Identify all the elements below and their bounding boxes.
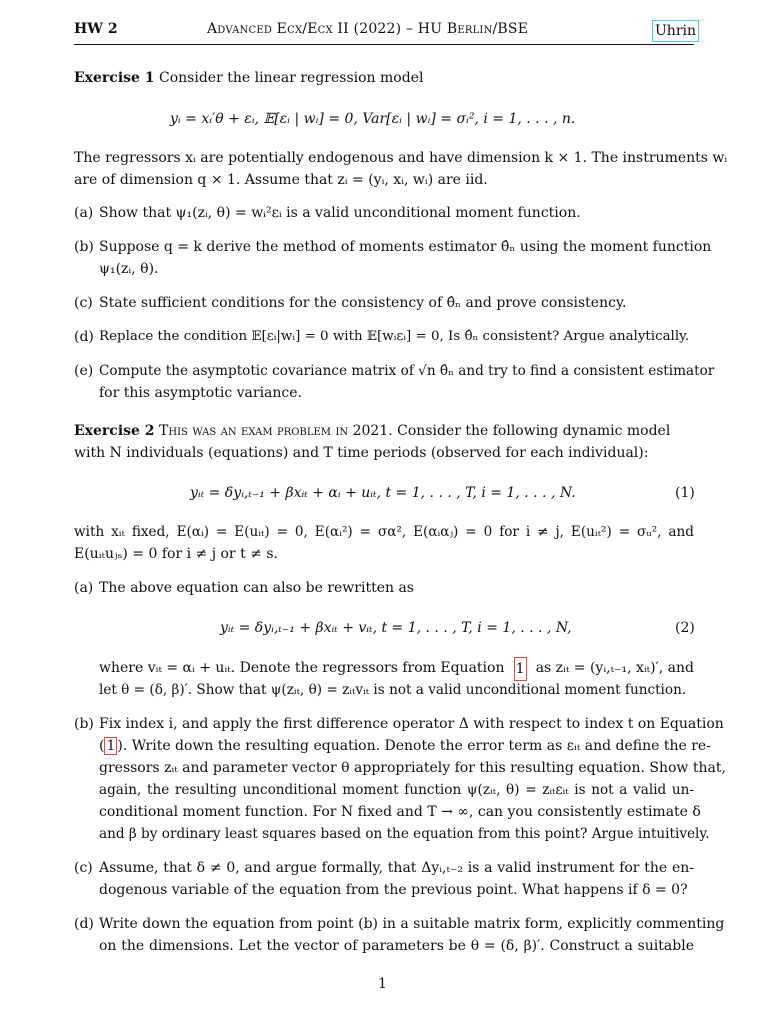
equation-2: yᵢₜ = δyᵢ,ₜ₋₁ + βxᵢₜ + vᵢₜ, t = 1, . . . , T, i = 1, . . . , N, — [220, 620, 572, 636]
ex1-item-d-text: Replace the condition 𝔼[εᵢ|wᵢ] = 0 with 𝔼[wᵢεᵢ] = 0, Is θ̂ₙ consistent? Argue analytically. — [99, 329, 690, 344]
ex1-item-b-line1: Suppose q = k derive the method of moments estimator θ̂ₙ using the moment function — [99, 239, 712, 255]
exercise-1-para-line1: The regressors xᵢ are potentially endogenous and have dimension k × 1. The instruments wᵢ — [74, 150, 728, 166]
ex2-item-d-line2: on the dimensions. Let the vector of parameters be θ = (δ, β)′. Construct a suitable — [99, 938, 694, 954]
ex2-b-line2-text: . Write down the resulting equation. Denote the error term as εᵢₜ and define the re- — [122, 738, 711, 754]
ex2-item-b-line6: and β by ordinary least squares based on the equation from this point? Argue intuitively. — [99, 826, 710, 842]
ex1-item-a-label: (a) — [74, 205, 94, 221]
exercise-1-heading — [74, 67, 423, 89]
equation-1-ref-b[interactable]: 1 — [106, 738, 116, 754]
header-title: Advanced Ecx/Ecx II (2022) – HU Berlin/BSE — [207, 21, 529, 37]
ex1-item-b-line2: ψ₁(zᵢ, θ). — [99, 261, 159, 277]
author-link[interactable]: Uhrin — [652, 20, 699, 42]
exercise-2-heading — [74, 420, 670, 442]
equation-1: yᵢₜ = δyᵢ,ₜ₋₁ + βxᵢₜ + αᵢ + uᵢₜ, t = 1, . . . , T, i = 1, . . . , N. — [190, 485, 576, 501]
ex1-item-c-label: (c) — [74, 295, 93, 311]
ex2-item-b-label: (b) — [74, 716, 94, 732]
ex2-item-a-label: (a) — [74, 580, 94, 596]
ex1-item-e-label: (e) — [74, 363, 94, 379]
exercise-2-label: Exercise 2 — [74, 423, 155, 439]
ex2-item-b-line2: ( 1 ). Write down the resulting equation. Denote the error term as εᵢₜ and define the re- — [99, 738, 711, 754]
ex1-item-e-line1: Compute the asymptotic covariance matrix of √n θ̂ₙ and try to find a consistent estimator — [99, 363, 715, 379]
exercise-1-para-line2: are of dimension q × 1. Assume that zᵢ = (yᵢ, xᵢ, wᵢ) are iid. — [74, 172, 488, 188]
ex2-item-d-line1: Write down the equation from point (b) in a suitable matrix form, explicitly commenting — [99, 916, 725, 932]
ex2-a-line1-post: as zᵢₜ = (yᵢ,ₜ₋₁, xᵢₜ)′, and — [535, 660, 694, 676]
page-number: 1 — [378, 976, 387, 992]
ex2-item-a-line2: let θ = (δ, β)′. Show that ψ(zᵢₜ, θ) = zᵢₜvᵢₜ is not a valid unconditional moment function. — [99, 682, 687, 698]
ex2-item-b-line1: Fix index i, and apply the first difference operator Δ with respect to index t on Equation — [99, 716, 724, 732]
ex1-item-e-line2: for this asymptotic variance. — [99, 385, 302, 401]
header-rule — [74, 44, 694, 45]
ex2-item-a-intro: The above equation can also be rewritten as — [99, 580, 414, 596]
exercise-1-label: Exercise 1 — [74, 70, 155, 86]
ex2-item-a-line1 — [99, 657, 694, 681]
assumptions-line2: E(uᵢₜuⱼₛ) = 0 for i ≠ j or t ≠ s. — [74, 546, 278, 562]
exam-note: This was an exam problem in 2021. — [159, 423, 393, 439]
ex1-item-a-text: Show that ψ₁(zᵢ, θ) = wᵢ²εᵢ is a valid unconditional moment function. — [99, 205, 581, 221]
exercise-1-equation: yᵢ = xᵢ′θ + εᵢ, 𝔼[εᵢ | wᵢ] = 0, Var[εᵢ | wᵢ] = σᵢ², i = 1, . . . , n. — [170, 111, 576, 127]
equation-1-ref[interactable]: 1 — [514, 657, 527, 681]
exercise-1-intro: Consider the linear regression model — [159, 70, 424, 86]
ex2-item-b-line3: gressors zᵢₜ and parameter vector θ appropriately for this resulting equation. Show that, — [99, 760, 726, 776]
exercise-2-intro: Consider the following dynamic model — [397, 423, 671, 439]
assumptions-line1: with xᵢₜ fixed, E(αᵢ) = E(uᵢₜ) = 0, E(αᵢ²) = σα², E(αᵢαⱼ) = 0 for i ≠ j, E(uᵢₜ²) = σᵤ², and — [74, 524, 694, 540]
ex2-item-c-line2: dogenous variable of the equation from the previous point. What happens if δ = 0? — [99, 882, 688, 898]
ex2-item-d-label: (d) — [74, 916, 94, 932]
ex2-item-c-label: (c) — [74, 860, 93, 876]
ex2-item-b-line5: conditional moment function. For N fixed and T → ∞, can you consistently estimate δ — [99, 804, 701, 820]
header-left: HW 2 — [74, 21, 118, 37]
equation-1-number: (1) — [675, 485, 695, 501]
ex1-item-d-label: (d) — [74, 329, 94, 345]
exercise-2-intro-line2: with N individuals (equations) and T time periods (observed for each individual): — [74, 445, 649, 461]
equation-2-number: (2) — [675, 620, 695, 636]
ex1-item-b-label: (b) — [74, 239, 94, 255]
ex1-item-c-text: State sufficient conditions for the consistency of θ̂ₙ and prove consistency. — [99, 295, 627, 311]
ex2-item-c-line1: Assume, that δ ≠ 0, and argue formally, that Δyᵢ,ₜ₋₂ is a valid instrument for the en- — [99, 860, 694, 876]
ex2-a-line1-pre: where vᵢₜ = αᵢ + uᵢₜ. Denote the regressors from Equation — [99, 660, 505, 676]
ex2-item-b-line4: again, the resulting unconditional moment function ψ(zᵢₜ, θ) = zᵢₜεᵢₜ is not a valid un- — [99, 782, 694, 798]
